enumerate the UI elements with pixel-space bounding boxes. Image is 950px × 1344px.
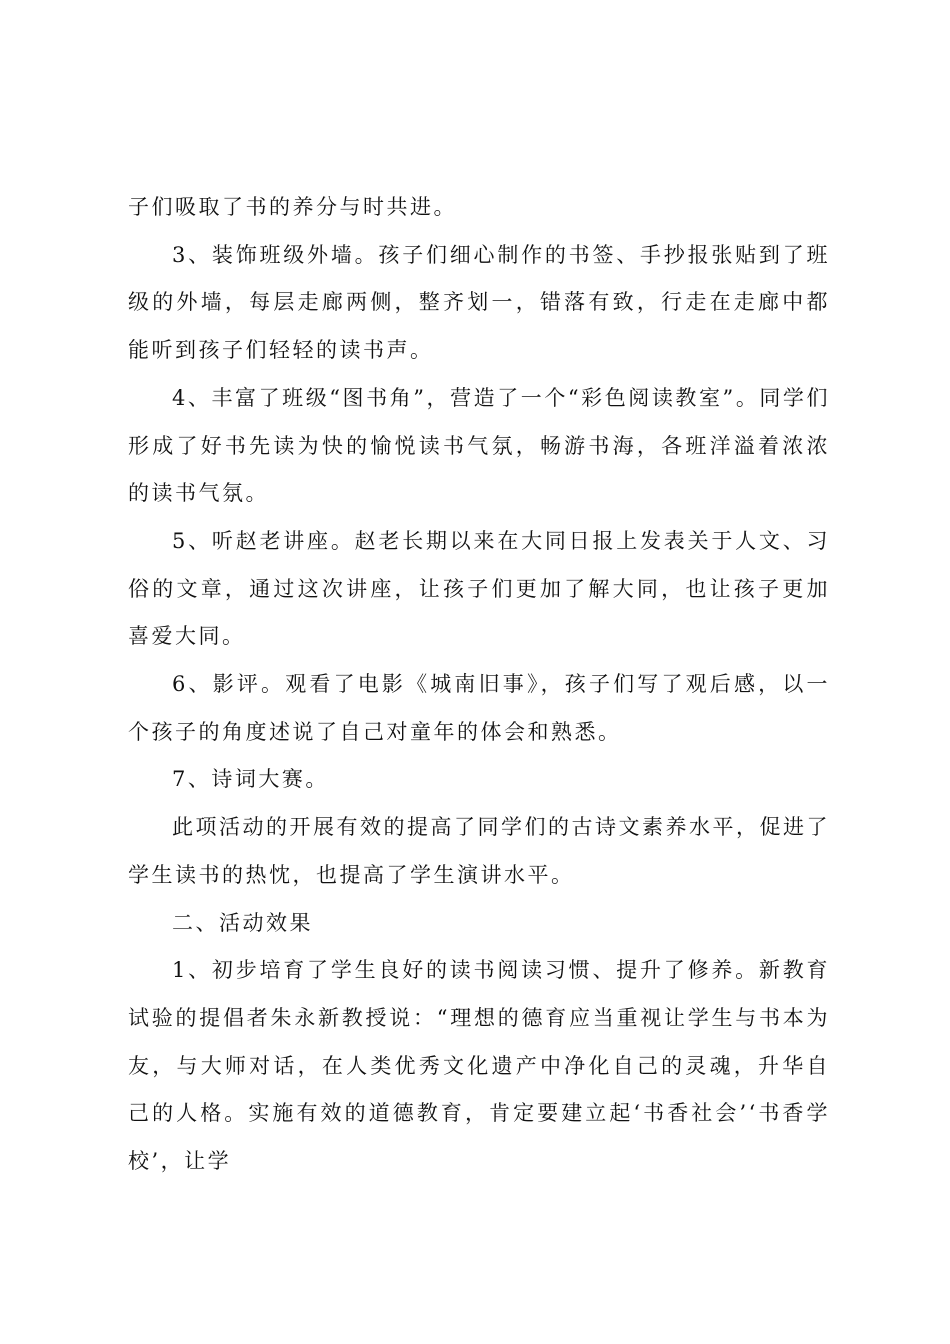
paragraph-item-6: 6、影评。观看了电影《城南旧事》，孩子们写了观后感，以一个孩子的角度述说了自己对童年的体会和熟悉。 (128, 672, 830, 744)
paragraph-summary: 此项活动的开展有效的提高了同学们的古诗文素养水平，促进了学生读书的热忱，也提高了学生演讲水平。 (128, 815, 830, 887)
section-heading-effects: 二、活动效果 (172, 910, 313, 935)
paragraph-item-7: 7、诗词大赛。 (172, 767, 329, 792)
paragraph-item-3: 3、装饰班级外墙。孩子们细心制作的书签、手抄报张贴到了班级的外墙，每层走廊两侧，整齐划一，错落有致，行走在走廊中都能听到孩子们轻轻的读书声。 (128, 242, 830, 363)
document-body (128, 184, 830, 1186)
paragraph-effect-1: 1、初步培育了学生良好的读书阅读习惯、提升了修养。新教育试验的提倡者朱永新教授说：“理想的德育应当重视让学生与书本为友，与大师对话，在人类优秀文化遗产中净化自己的灵魂，升华自己的人格。实施有效的道德教育，肯定要建立起‘书香社会’‘书香学校’，让学 (128, 958, 830, 1174)
paragraph-item-5: 5、听赵老讲座。赵老长期以来在大同日报上发表关于人文、习俗的文章，通过这次讲座，让孩子们更加了解大同，也让孩子更加喜爱大同。 (128, 528, 830, 649)
paragraph-item-4: 4、丰富了班级“图书角”，营造了一个“彩色阅读教室”。同学们形成了好书先读为快的愉悦读书气氛，畅游书海，各班洋溢着浓浓的读书气氛。 (128, 385, 830, 506)
paragraph-continuation: 子们吸取了书的养分与时共进。 (128, 195, 457, 219)
